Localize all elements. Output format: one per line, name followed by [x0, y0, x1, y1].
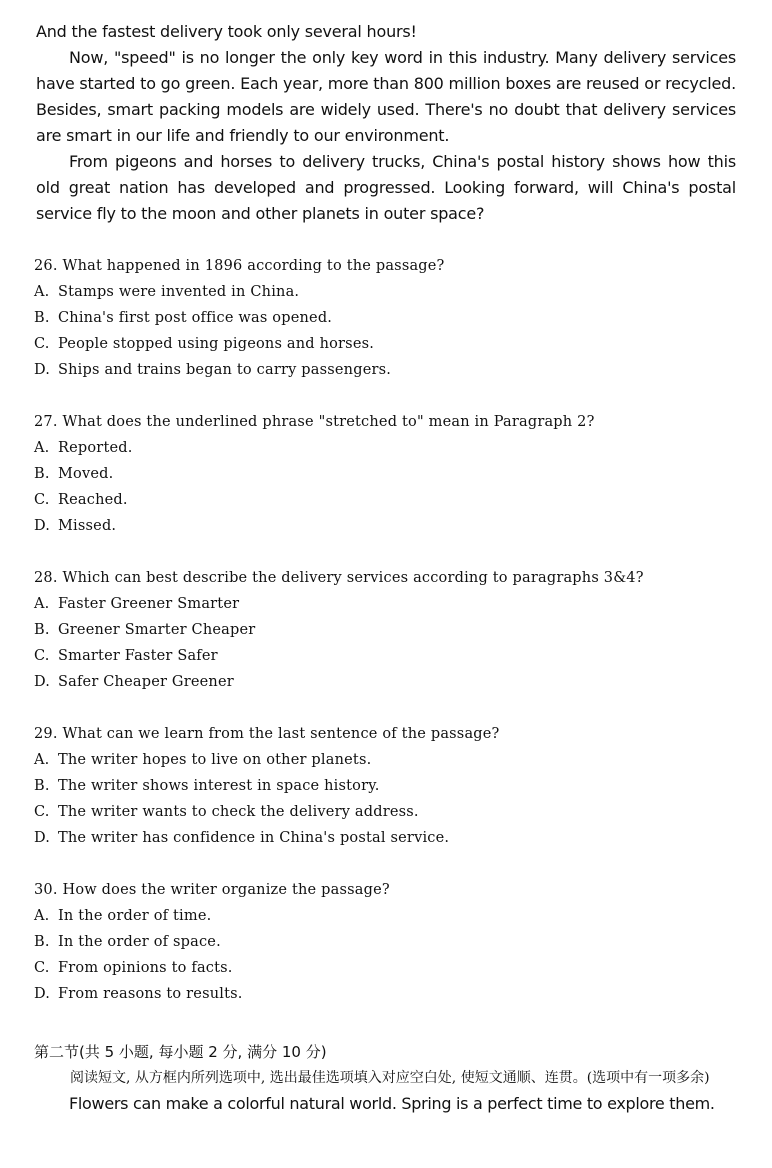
question-stem: 28. Which can best describe the delivery services according to paragraphs 3&4?	[34, 570, 644, 586]
option-d[interactable]	[34, 825, 772, 851]
option-letter: A.	[34, 596, 50, 612]
passage-paragraph-2: Now, "speed" is no longer the only key word in this industry. Many delivery services have started to go green. Each year, more than 800 million boxes are reused or recycled. Besides, smart packing models are widely used. There's no doubt that delivery services are smart in our life and friendly to our environment.	[36, 48, 736, 145]
option-text: People stopped using pigeons and horses.	[58, 336, 375, 352]
question-30	[0, 877, 772, 1007]
option-b[interactable]	[34, 773, 772, 799]
option-text: Greener Smarter Cheaper	[58, 622, 256, 638]
option-text: Safer Cheaper Greener	[58, 674, 234, 690]
option-text: The writer hopes to live on other planets.	[58, 752, 372, 768]
option-letter: D.	[34, 986, 51, 1002]
option-text: Reported.	[58, 440, 133, 456]
option-a[interactable]	[34, 435, 772, 461]
question-list	[0, 253, 772, 1007]
option-letter: D.	[34, 362, 51, 378]
passage-paragraph-3: From pigeons and horses to delivery trucks, China's postal history shows how this old great nation has developed and progressed. Looking forward, will China's postal service fly to the moon and other planets in outer space?	[36, 152, 736, 223]
option-text: In the order of space.	[58, 934, 221, 950]
section-2-passage-first-line: Flowers can make a colorful natural world. Spring is a perfect time to explore them.	[69, 1094, 715, 1113]
option-text: In the order of time.	[58, 908, 212, 924]
question-27	[0, 409, 772, 539]
option-letter: A.	[34, 284, 50, 300]
option-text: Reached.	[58, 492, 128, 508]
option-c[interactable]	[34, 955, 772, 981]
option-text: The writer has confidence in China's postal service.	[58, 830, 450, 846]
option-text: Smarter Faster Safer	[58, 648, 218, 664]
section-2-instructions: 阅读短文, 从方框内所列选项中, 选出最佳选项填入对应空白处, 使短文通顺、连贯。(选项中有一项多余)	[70, 1070, 710, 1086]
question-stem: 30. How does the writer organize the passage?	[34, 882, 390, 898]
option-text: Ships and trains began to carry passengers.	[58, 362, 392, 378]
option-c[interactable]	[34, 643, 772, 669]
question-stem: 26. What happened in 1896 according to the passage?	[34, 258, 445, 274]
question-28	[0, 565, 772, 695]
option-letter: D.	[34, 830, 51, 846]
option-text: The writer wants to check the delivery address.	[58, 804, 419, 820]
option-letter: C.	[34, 804, 50, 820]
question-stem: 29. What can we learn from the last sentence of the passage?	[34, 726, 500, 742]
option-a[interactable]	[34, 591, 772, 617]
option-letter: B.	[34, 466, 50, 482]
option-a[interactable]	[34, 279, 772, 305]
option-text: Faster Greener Smarter	[58, 596, 240, 612]
option-d[interactable]	[34, 357, 772, 383]
option-text: Stamps were invented in China.	[58, 284, 300, 300]
option-letter: A.	[34, 752, 50, 768]
question-stem: 27. What does the underlined phrase "stretched to" mean in Paragraph 2?	[34, 414, 595, 430]
question-29	[0, 721, 772, 851]
option-letter: B.	[34, 934, 50, 950]
option-c[interactable]	[34, 331, 772, 357]
option-letter: A.	[34, 908, 50, 924]
option-d[interactable]	[34, 669, 772, 695]
section-2-title: 第二节(共 5 小题, 每小题 2 分, 满分 10 分)	[34, 1043, 327, 1061]
passage-paragraph-1: And the fastest delivery took only several hours!	[36, 22, 417, 41]
option-b[interactable]	[34, 617, 772, 643]
option-text: From opinions to facts.	[58, 960, 233, 976]
option-letter: A.	[34, 440, 50, 456]
option-letter: C.	[34, 492, 50, 508]
option-c[interactable]	[34, 487, 772, 513]
option-c[interactable]	[34, 799, 772, 825]
option-letter: B.	[34, 310, 50, 326]
option-text: Missed.	[58, 518, 117, 534]
option-text: From reasons to results.	[58, 986, 243, 1002]
option-letter: C.	[34, 960, 50, 976]
option-letter: D.	[34, 518, 51, 534]
option-letter: D.	[34, 674, 51, 690]
question-26	[0, 253, 772, 383]
option-letter: C.	[34, 648, 50, 664]
option-d[interactable]	[34, 513, 772, 539]
option-text: China's first post office was opened.	[58, 310, 333, 326]
option-letter: B.	[34, 778, 50, 794]
option-b[interactable]	[34, 305, 772, 331]
option-text: Moved.	[58, 466, 114, 482]
option-a[interactable]	[34, 903, 772, 929]
option-letter: C.	[34, 336, 50, 352]
option-letter: B.	[34, 622, 50, 638]
option-text: The writer shows interest in space history.	[58, 778, 380, 794]
option-a[interactable]	[34, 747, 772, 773]
option-d[interactable]	[34, 981, 772, 1007]
option-b[interactable]	[34, 929, 772, 955]
option-b[interactable]	[34, 461, 772, 487]
